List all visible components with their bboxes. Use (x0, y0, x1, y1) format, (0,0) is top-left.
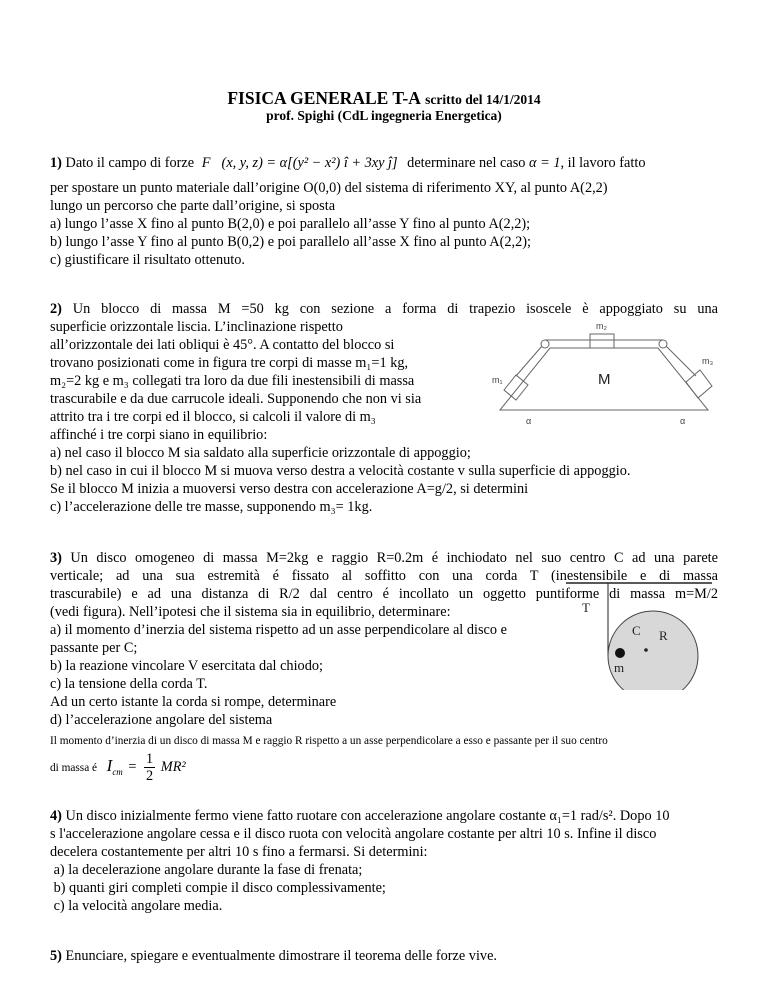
problem4-line: c) la velocità angolare media. (50, 898, 223, 914)
label-T: T (582, 600, 590, 615)
problem4-line: s l'accelerazione angolare cessa e il disco ruota con velocità angolare costante per altri 10 s. Infine il disco (50, 826, 657, 842)
label-R: R (659, 628, 668, 643)
left-pulley (541, 340, 549, 348)
problem1-alpha: α = 1 (529, 155, 561, 171)
label-M: M (598, 371, 611, 388)
label-m1: m₁ (492, 375, 503, 385)
inertia-sub: cm (112, 766, 123, 777)
problem1-line: b) lungo l’asse Y fino al punto B(0,2) e poi parallelo all’asse X fino al punto A(2,2); (50, 234, 531, 250)
problem3-line: verticale; ad una sua estremità é fissato al soffitto con una corda T (inestensibile e di massa (50, 568, 718, 584)
problem4-number: 4) (50, 808, 62, 824)
problem2-line: m₂=2 kg e m₃ collegati tra loro da due fili inestensibili di massa (50, 373, 415, 389)
inertia-rhs: MR² (160, 759, 186, 775)
exam-subtitle: prof. Spighi (CdL ingegneria Energetica) (266, 108, 502, 123)
problem1-cont2: , il lavoro fatto (560, 155, 646, 171)
problem3-line: (vedi figura). Nell’ipotesi che il sistema sia in equilibrio, determinare: (50, 604, 451, 620)
center-nail (644, 648, 648, 652)
problem2-line: a) nel caso il blocco M sia saldato alla superficie orizzontale di appoggio; (50, 445, 471, 461)
problem5-number: 5) (50, 948, 62, 964)
problem4-line: a) la decelerazione angolare durante la fase di frenata; (50, 862, 363, 878)
problem2-line: all’orizzontale dei lati obliqui è 45°. A contatto del blocco si (50, 337, 395, 353)
problem2-line: superficie orizzontale liscia. L’inclinazione rispetto (50, 319, 343, 335)
frac-den: 2 (146, 768, 154, 785)
frac-num: 1 (146, 751, 154, 768)
problem3-first-text: Un disco omogeneo di massa M=2kg e raggio R=0.2m é inchiodato nel suo centro C ad una parete (70, 550, 719, 566)
problem3-note: Il momento d’inerzia di un disco di massa M e raggio R rispetto a un asse perpendicolare a esso e passante per il suo centro (50, 735, 608, 747)
problem3-note2: di massa é (50, 762, 98, 774)
problem2-line: b) nel caso in cui il blocco M si muova verso destra a velocità costante v sulla superficie di appoggio. (50, 463, 631, 479)
problem2-first-text: Un blocco di massa M =50 kg con sezione a forma di trapezio isoscele è appoggiato su una (72, 301, 718, 317)
inertia-eq: = (128, 759, 137, 775)
problem2-line: trascurabile e da due carrucole ideali. Supponendo che non vi sia (50, 391, 422, 407)
label-C: C (632, 623, 641, 638)
problem4-line: decelera costantemente per altri 10 s fino a fermarsi. Si determini: (50, 844, 428, 860)
label-alpha-right: α (680, 416, 686, 426)
mass-m3 (686, 370, 712, 398)
problem2-line: affinché i tre corpi siano in equilibrio: (50, 427, 268, 443)
label-m2: m₂ (596, 321, 607, 331)
inertia-fraction (144, 751, 155, 784)
point-mass (615, 648, 625, 658)
label-alpha-left: α (526, 416, 532, 426)
mass-m2 (590, 334, 614, 348)
problem1-line: c) giustificare il risultato ottenuto. (50, 252, 245, 268)
problem1-formula: F⃗(x, y, z) = α[(y² − x²) î + 3xy ĵ] (201, 155, 398, 171)
label-m: m (614, 660, 625, 675)
problem2-line: Se il blocco M inizia a muoversi verso destra con accelerazione A=g/2, si determini (50, 481, 529, 497)
exam-title (0, 88, 768, 109)
problem4-first-text: Un disco inizialmente fermo viene fatto ruotare con accelerazione angolare costante α₁=1 rad/s². Dopo 10 (65, 808, 670, 824)
problem1-line: lungo un percorso che parte dall’origine, si sposta (50, 198, 336, 214)
problem3-line: b) la reazione vincolare V esercitata dal chiodo; (50, 658, 323, 674)
problem3-line: passante per C; (50, 640, 138, 656)
right-string (666, 346, 696, 376)
title-date: scritto del 14/1/2014 (425, 92, 541, 107)
problem1-line: per spostare un punto materiale dall’origine O(0,0) del sistema di riferimento XY, al punto A(2,2) (50, 180, 608, 196)
inertia-lhs: I (106, 756, 113, 775)
problem3-number: 3) (50, 550, 62, 566)
problem2-line: c) l’accelerazione delle tre masse, supponendo m₃= 1kg. (50, 499, 373, 515)
problem3-line: Ad un certo istante la corda si rompe, determinare (50, 694, 337, 710)
label-m3: m₃ (702, 356, 714, 366)
problem4-line: b) quanti giri completi compie il disco complessivamente; (50, 880, 386, 896)
problem2-first-line (50, 300, 718, 318)
problem1-line: a) lungo l’asse X fino al punto B(2,0) e poi parallelo all’asse Y fino al punto A(2,2); (50, 216, 531, 232)
disk-figure (560, 570, 720, 690)
trapezoid-figure (490, 318, 720, 430)
problem1-heading (50, 154, 645, 172)
problem3-line: c) la tensione della corda T. (50, 676, 208, 692)
mass-m1 (504, 375, 528, 400)
right-pulley (659, 340, 667, 348)
problem1-cont: determinare nel caso (407, 155, 526, 171)
problem3-line: d) l’accelerazione angolare del sistema (50, 712, 273, 728)
inertia-formula-line (50, 748, 186, 790)
problem5-text: Enunciare, spiegare e eventualmente dimostrare il teorema delle forze vive. (65, 948, 497, 964)
title-main: FISICA GENERALE T-A (227, 88, 421, 108)
problem2-line: attrito tra i tre corpi ed il blocco, si calcoli il valore di m₃ (50, 409, 376, 425)
problem1-number: 1) (50, 155, 62, 171)
left-string (516, 346, 542, 376)
problem3-line: a) il momento d’inerzia del sistema rispetto ad un asse perpendicolare al disco e (50, 622, 507, 638)
problem3-line: trascurabile) e ad una distanza di R/2 dal centro é incollato un oggetto puntiforme di massa m=M/2 (50, 586, 718, 602)
problem3-first-line (50, 549, 718, 567)
problem2-line: trovano posizionati come in figura tre corpi di masse m₁=1 kg, (50, 355, 409, 371)
problem2-number: 2) (50, 301, 62, 317)
problem1-intro: Dato il campo di forze (65, 155, 195, 171)
problem4-first-line (50, 807, 670, 825)
problem5-line (50, 947, 497, 965)
